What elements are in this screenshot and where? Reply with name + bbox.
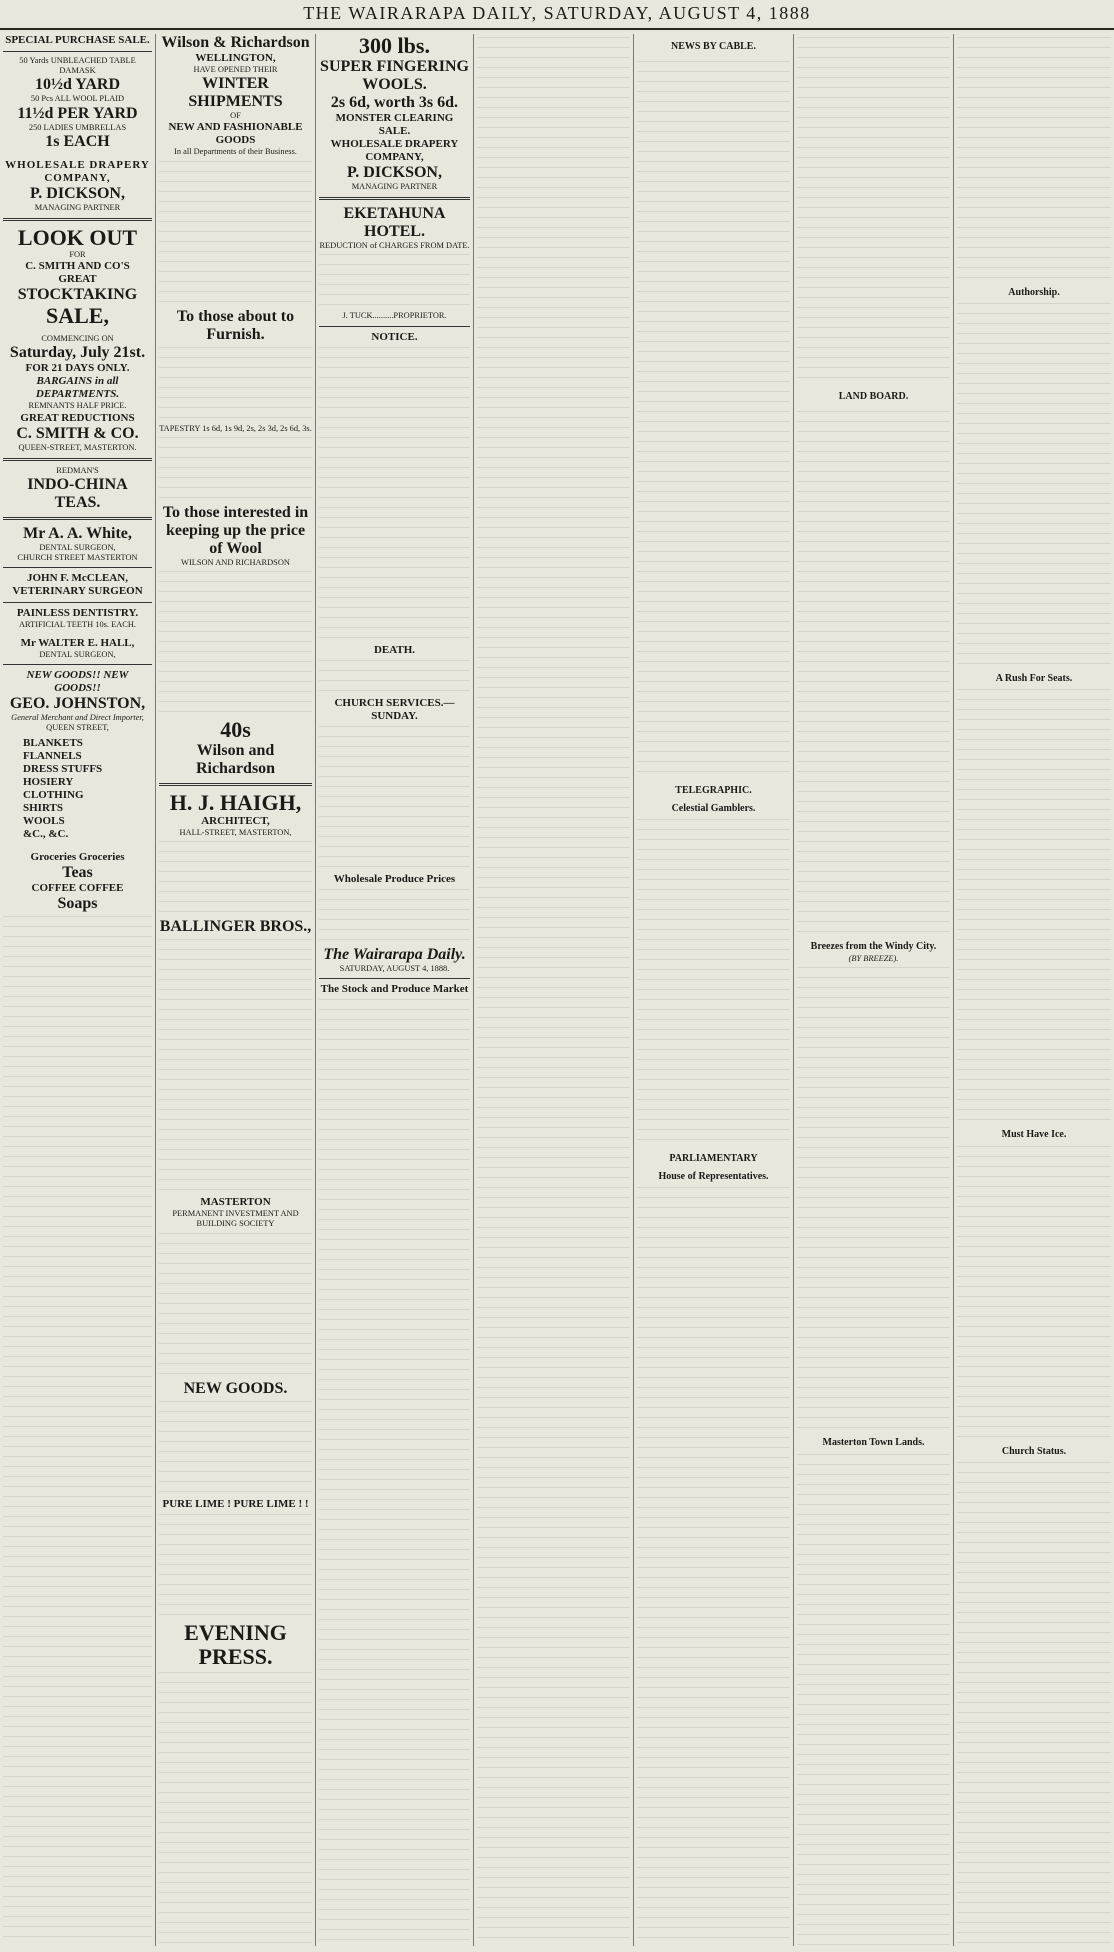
bargains-text: BARGAINS in all DEPARTMENTS. — [35, 375, 120, 401]
column-2 — [155, 34, 315, 1946]
wholesale-drapery: WHOLESALE DRAPERY COMPANY, — [5, 158, 150, 184]
sale-item: 250 LADIES UMBRELLAS — [28, 122, 127, 132]
wellington: WELLINGTON, — [195, 52, 276, 64]
wholesale-drapery-2: WHOLESALE DRAPERY COMPANY, — [330, 138, 459, 163]
furnish-heading: To those about to Furnish. — [176, 307, 295, 343]
great-text: GREAT — [58, 273, 97, 286]
list-item: SHIRTS — [23, 802, 63, 815]
masthead-title: THE WAIRARAPA DAILY, SATURDAY, AUGUST 4, 1888 — [0, 0, 1114, 30]
body-text — [477, 34, 630, 1946]
groceries: Groceries Groceries — [30, 851, 125, 864]
building-society: PERMANENT INVESTMENT AND BUILDING SOCIETY — [172, 1209, 299, 1229]
dickson-name-2: P. DICKSON, — [347, 164, 442, 181]
list-item: FLANNELS — [23, 750, 82, 763]
white-name: Mr A. A. White, — [23, 525, 132, 543]
parliament-heading: PARLIAMENTARY — [669, 1153, 758, 1165]
ballinger-name: BALLINGER BROS., — [159, 918, 312, 936]
body-text — [3, 913, 152, 1946]
firm-name: Wilson & Richardson — [161, 34, 310, 51]
wr-text: WILSON AND RICHARDSON — [181, 557, 290, 567]
for-text: FOR — [69, 250, 86, 260]
land-board-heading: LAND BOARD. — [838, 391, 909, 402]
authorship-heading: Authorship. — [1008, 287, 1060, 298]
church-street: CHURCH STREET MASTERTON — [17, 553, 138, 563]
hall-street: HALL-STREET, MASTERTON, — [179, 828, 292, 838]
town-lands-heading: Masterton Town Lands. — [822, 1437, 925, 1449]
indo-china-teas: INDO-CHINA TEAS. — [27, 476, 128, 512]
paper-title: The Wairarapa Daily. — [323, 945, 466, 963]
sale-date: Saturday, July 21st. — [9, 344, 146, 362]
managing-partner: MANAGING PARTNER — [34, 202, 121, 212]
new-goods-2: NEW GOODS. — [183, 1379, 288, 1397]
hall-name: Mr WALTER E. HALL, — [20, 636, 135, 649]
seats-heading: A Rush For Seats. — [995, 673, 1073, 685]
list-item: DRESS STUFFS — [23, 763, 103, 776]
sale-item: 50 Pcs ALL WOOL PLAID — [30, 94, 125, 104]
list-item: HOSIERY — [23, 776, 74, 789]
queen-street-2: QUEEN STREET, — [46, 723, 109, 733]
departments: In all Departments of their Business. — [174, 147, 297, 157]
ice-heading: Must Have Ice. — [1001, 1129, 1067, 1141]
johnston-name: GEO. JOHNSTON, — [9, 694, 146, 712]
winter-shipments: WINTER SHIPMENTS — [188, 75, 283, 111]
church-status-heading: Church Status. — [1001, 1445, 1067, 1457]
produce-heading: Wholesale Produce Prices — [333, 872, 456, 885]
days-only: FOR 21 DAYS ONLY. — [25, 362, 130, 375]
vet-surgeon: VETERINARY SURGEON — [12, 585, 143, 598]
by-correspondent: (BY BREEZE). — [848, 954, 899, 964]
general-merchant: General Merchant and Direct Importer, — [11, 712, 144, 722]
masterton: MASTERTON — [200, 1196, 271, 1209]
church-services: CHURCH SERVICES.—SUNDAY. — [334, 696, 455, 722]
sale-item: 50 Yards UNBLEACHED TABLE DAMASK — [19, 56, 136, 76]
dickson-name: P. DICKSON, — [30, 184, 125, 202]
haigh-name: H. J. HAIGH, — [169, 790, 302, 816]
forty-shillings: 40s — [220, 717, 251, 743]
painless-heading: PAINLESS DENTISTRY. — [16, 607, 139, 620]
dateline: SATURDAY, AUGUST 4, 1888. — [339, 963, 450, 973]
of-text: OF — [230, 111, 241, 121]
telegraphic-heading: TELEGRAPHIC. — [675, 785, 752, 796]
tuck: J. TUCK..........PROPRIETOR. — [342, 311, 447, 321]
pure-lime: PURE LIME ! PURE LIME ! ! — [162, 1497, 309, 1510]
death-heading: DEATH. — [373, 643, 416, 656]
monster-sale: MONSTER CLEARING SALE. — [335, 112, 454, 137]
wool-heading: To those interested in keeping up the price of Wool — [162, 503, 309, 557]
architect: ARCHITECT, — [201, 815, 270, 828]
new-goods: NEW AND FASHIONABLE GOODS — [168, 121, 303, 147]
house-heading: House of Representatives. — [658, 1171, 769, 1183]
smith-co: C. SMITH & CO. — [16, 424, 139, 442]
list-item: BLANKETS — [23, 737, 83, 750]
column-4 — [473, 34, 633, 1946]
mclean-name: JOHN F. McCLEAN, — [26, 572, 129, 585]
reduction: REDUCTION of CHARGES FROM DATE. — [319, 241, 470, 251]
redmans-text: REDMAN'S — [56, 465, 99, 475]
queen-street: QUEEN-STREET, MASTERTON. — [18, 442, 137, 452]
list-item: CLOTHING — [23, 789, 84, 802]
smith-heading: C. SMITH AND CO'S — [25, 260, 130, 273]
stock-market: The Stock and Produce Market — [320, 982, 469, 995]
cable-heading: NEWS BY CABLE. — [671, 41, 756, 52]
column-6 — [793, 34, 953, 1946]
wr-name: Wilson and Richardson — [195, 742, 276, 778]
lookout-heading: LOOK OUT — [17, 225, 138, 251]
sale-price: 1s EACH — [45, 132, 110, 150]
hotel-heading: EKETAHUNA HOTEL. — [343, 205, 446, 241]
teas: Teas — [62, 864, 93, 882]
reductions-heading: GREAT REDUCTIONS — [20, 411, 135, 424]
opened: HAVE OPENED THEIR — [193, 65, 278, 74]
bales-heading: 300 lbs. — [359, 34, 430, 58]
new-goods-heading: NEW GOODS!! NEW GOODS!! — [26, 668, 129, 694]
artificial-teeth: ARTIFICIAL TEETH 10s. EACH. — [19, 620, 136, 630]
soaps: Soaps — [57, 895, 98, 913]
column-5 — [633, 34, 793, 1946]
column-3 — [315, 34, 473, 1946]
notice: NOTICE. — [371, 330, 418, 343]
dental-surgeon: DENTAL SURGEON, — [39, 543, 116, 553]
managing-partner-2: MANAGING PARTNER — [351, 182, 438, 191]
commencing-text: COMMENCING ON — [41, 334, 114, 344]
list-item: &C., &C. — [23, 828, 69, 841]
sale-price: 10½d YARD — [34, 76, 121, 94]
breezes-heading: Breezes from the Windy City. — [810, 941, 937, 952]
wool-price: 2s 6d, worth 3s 6d. — [330, 94, 459, 111]
tapestry: TAPESTRY 1s 6d, 1s 9d, 2s, 2s 3d, 2s 6d, 3s. — [159, 423, 312, 433]
gamblers-heading: Celestial Gamblers. — [671, 803, 756, 814]
coffee: COFFEE COFFEE — [31, 882, 124, 895]
remnants-text: REMNANTS HALF PRICE. — [28, 401, 127, 411]
super-fingering: SUPER FINGERING WOOLS. — [320, 58, 469, 93]
list-item: WOOLS — [23, 815, 65, 828]
stocktaking-heading: STOCKTAKING — [17, 286, 138, 304]
sale-price: 11½d PER YARD — [17, 104, 138, 122]
goods-list — [3, 737, 152, 841]
sale-heading: SALE, — [46, 303, 109, 329]
column-1 — [0, 34, 155, 1946]
special-purchase-heading: SPECIAL PURCHASE SALE. — [5, 34, 150, 46]
evening-press: EVENING PRESS. — [184, 1619, 287, 1669]
column-7 — [953, 34, 1114, 1946]
dental-surgeon-2: DENTAL SURGEON, — [39, 649, 116, 659]
